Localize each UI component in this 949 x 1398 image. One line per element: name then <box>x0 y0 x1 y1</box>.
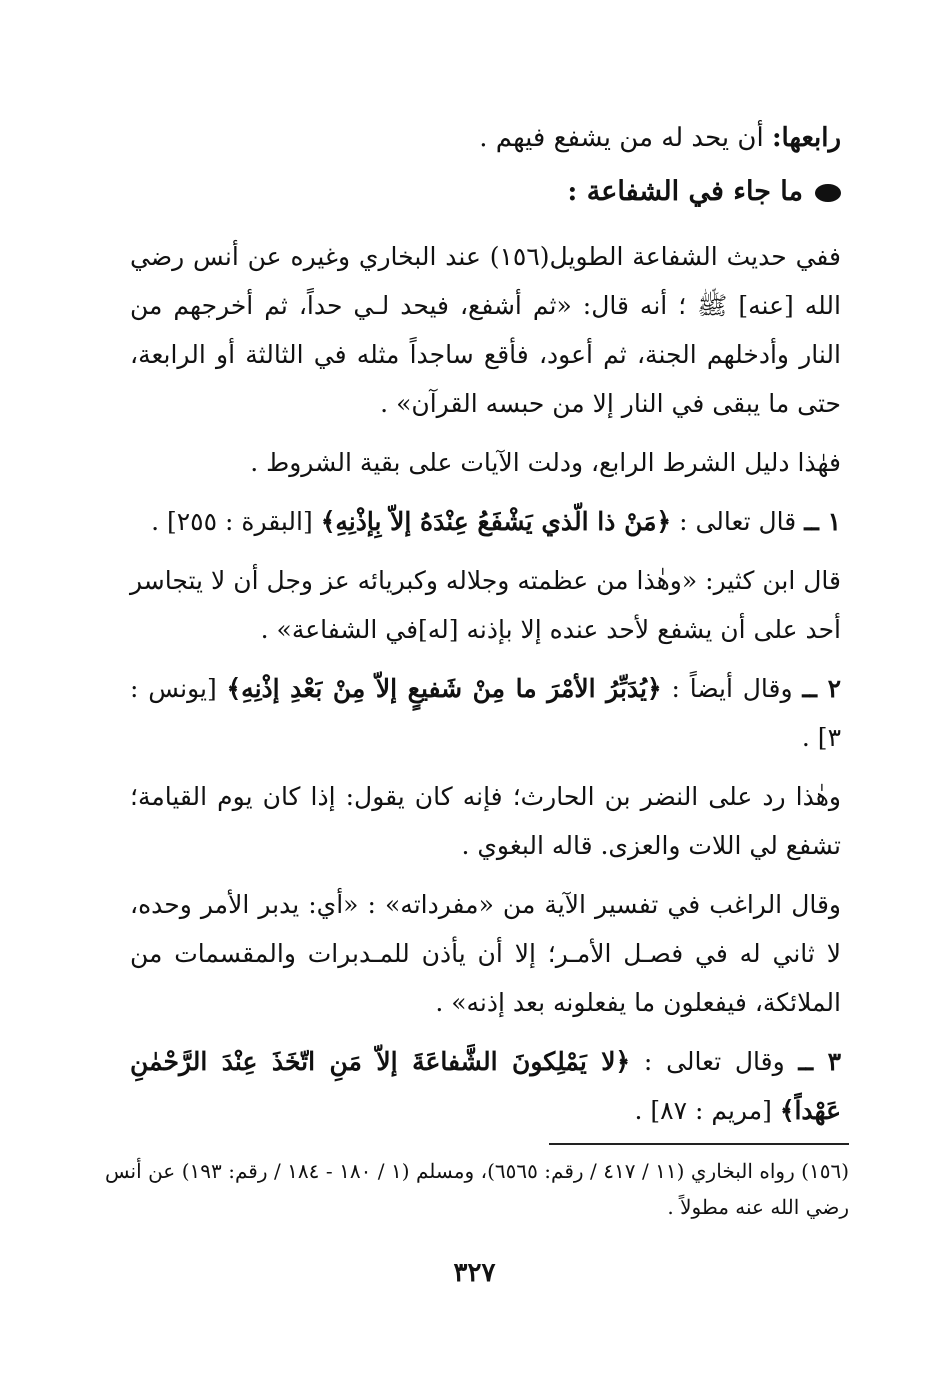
verse-item-1-number: ١ ــ <box>804 507 841 536</box>
verse-item-3-number: ٣ ــ <box>798 1047 841 1076</box>
verse-item-2-verse: ﴿يُدَبِّرُ الأمْرَ ما مِنْ شَفيعٍ إلاّ مِنْ بَعْدِ إذْنِهِ﴾ <box>226 674 662 703</box>
paragraph-evidence: فهٰذا دليل الشرط الرابع، ودلت الآيات على بقية الشروط . <box>250 448 841 477</box>
verse-item-2-intro: وقال أيضاً : <box>661 674 803 703</box>
footnote-divider <box>549 1143 849 1145</box>
paragraph-ibn-kathir: قال ابن كثير: «وهٰذا من عظمته وجلاله وكبريائه عز وجل أن لا يتجاسر أحد على أن يشفع لأحد عنده إلا بإذنه [له]في الشفاعة» . <box>130 566 841 644</box>
verse-item-1-intro: قال تعالى : <box>671 507 805 536</box>
point-four-lead: رابعها: <box>771 123 841 153</box>
verse-item-3-intro: وقال تعالى : <box>630 1047 799 1076</box>
point-four-text: أن يحد له من يشفع فيهم . <box>479 123 772 153</box>
verse-item-3-verse: ﴿لا يَمْلِكونَ الشَّفاعَةَ إلاّ مَنِ اتّخَذَ عِنْدَ الرَّحْمٰنِ عَهْداً﴾ <box>130 1047 841 1125</box>
verse-item-2-number: ٢ ــ <box>802 674 842 703</box>
point-four <box>130 116 841 160</box>
verse-item-1-ref: [البقرة : ٢٥٥] . <box>151 507 321 536</box>
verse-item-2-ref: [يونس : ٣] . <box>130 674 841 752</box>
paragraph-baghawi: وهٰذا رد على النضر بن الحارث؛ فإنه كان يقول: إذا كان يوم القيامة؛ تشفع لي اللات والعزى. قاله البغوي . <box>130 782 841 860</box>
section-heading <box>130 170 841 214</box>
verse-item-2 <box>130 664 841 762</box>
paragraph-hadith: ففي حديث الشفاعة الطويل(١٥٦) عند البخاري وغيره عن أنس رضي الله [عنه] ﷺ ؛ أنه قال: «ثم أشفع، فيحد لـي حداً، ثم أخرجهم من النار وأدخلهم الجنة، ثم أعود، فأقع ساجداً مثله في الثالثة أو الرابعة، حتى ما يبقى في النار إلا من حبسه القرآن» . <box>130 242 841 418</box>
verse-item-1 <box>130 497 841 546</box>
section-heading-text: ما جاء في الشفاعة : <box>567 176 803 207</box>
verse-item-1-verse: ﴿مَنْ ذا الّذي يَشْفَعُ عِنْدَهُ إلاّ بِإذْنِهِ﴾ <box>320 507 672 536</box>
footnote: (١٥٦) رواه البخاري (١١ / ٤١٧ / رقم: ٦٥٦٥)، ومسلم (١ / ١٨٠ - ١٨٤ / رقم: ١٩٣) عن أنس رضي الله عنه مطولاً . <box>105 1159 850 1219</box>
paragraph-raghib: وقال الراغب في تفسير الآية من «مفرداته» : «أي: يدبر الأمر وحده، لا ثاني له في فصـل الأمـر؛ إلا أن يأذن للمـدبرات والمقسمات من الملائكة، فيفعلون ما يفعلونه بعد إذنه» . <box>130 890 841 1017</box>
page-number: ٣٢٧ <box>453 1258 496 1288</box>
bullet-icon <box>815 184 841 202</box>
verse-item-3-ref: [مريم : ٨٧] . <box>634 1096 780 1125</box>
verse-item-3 <box>130 1037 841 1135</box>
